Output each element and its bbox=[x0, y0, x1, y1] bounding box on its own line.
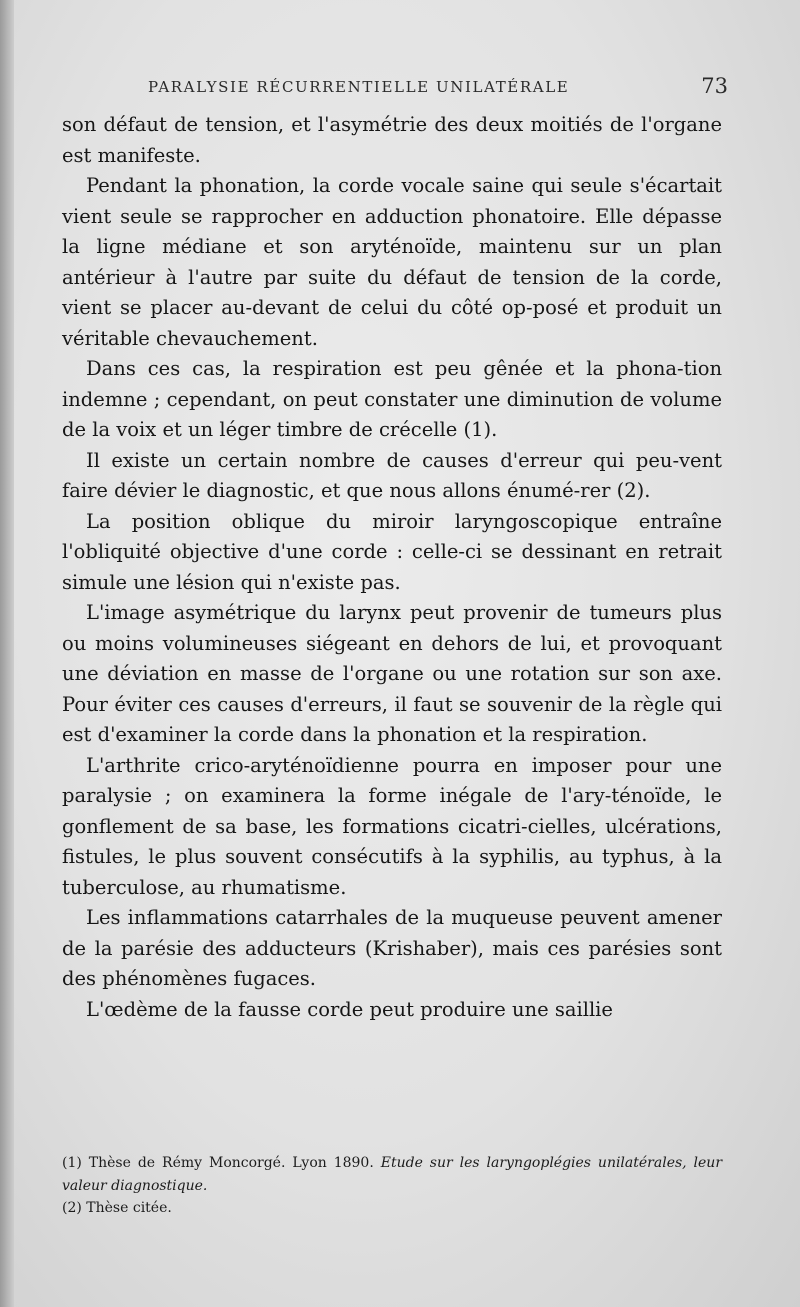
paragraph-phonation: Pendant la phonation, la corde vocale saine qui seule s'écartait vient seule se rapprocher en adduction phonatoire. Elle dépasse la ligne médiane et son aryténoïde, maintenu sur un plan antérieur à l'autre par suite du défaut de tension de la corde, vient se placer au-devant de celui du côté op-posé et produit un véritable chevauchement. bbox=[62, 174, 722, 350]
paragraph-arthrite: L'arthrite crico-aryténoïdienne pourra en imposer pour une paralysie ; on examinera la forme inégale de l'ary-ténoïde, le gonflement de sa base, les formations cicatri-cielles, ulcérations, fistules, le plus souvent consécutifs à la syphilis, au typhus, à la tuberculose, au rhumatisme. bbox=[62, 753, 722, 899]
page-gutter-shadow bbox=[0, 0, 14, 1307]
paragraph-causes-erreur: Il existe un certain nombre de causes d'erreur qui peu-vent faire dévier le diagnostic, et que nous allons énumé-rer (2). bbox=[62, 448, 722, 502]
paragraph-inflammations: Les inflammations catarrhales de la muqueuse peuvent amener de la parésie des adducteurs (Krishaber), mais ces parésies sont des phénomènes fugaces. bbox=[62, 906, 722, 990]
paragraph-oedeme: L'œdème de la fausse corde peut produire une saillie bbox=[86, 997, 613, 1021]
page-number: 73 bbox=[701, 74, 728, 98]
footnote-2-text: Thèse citée. bbox=[86, 1200, 172, 1216]
footnote-1-text: Thèse de Rémy Moncorgé. Lyon 1890. bbox=[88, 1155, 374, 1171]
footnote-1-title: Etude sur les laryngoplégies unilatérales, leur valeur diagnostique. bbox=[62, 1155, 723, 1194]
footnotes bbox=[62, 1152, 722, 1220]
paragraph-miroir: La position oblique du miroir laryngoscopique entraîne l'obliquité objective d'une corde : celle-ci se dessinant en retrait simule une lésion qui n'existe pas. bbox=[62, 509, 722, 594]
page-header bbox=[62, 76, 728, 100]
paragraph-continued: son défaut de tension, et l'asymétrie des deux moitiés de l'organe est manifeste. bbox=[62, 113, 722, 167]
body-text bbox=[62, 110, 722, 1025]
footnote-1 bbox=[62, 1152, 722, 1197]
paragraph-respiration: Dans ces cas, la respiration est peu gênée et la phona-tion indemne ; cependant, on peut constater une diminution de volume de la voix et un léger timbre de crécelle (1). bbox=[62, 357, 722, 441]
paragraph-image-asymetrique: L'image asymétrique du larynx peut provenir de tumeurs plus ou moins volumineuses siégeant en dehors de lui, et provoquant une déviation en masse de l'organe ou une rotation sur son axe. Pour éviter ces causes d'erreurs, il faut se souvenir de la règle qui est d'examiner la corde dans la phonation et la respiration. bbox=[62, 601, 722, 746]
footnote-2 bbox=[62, 1197, 722, 1220]
footnote-2-marker: (2) bbox=[62, 1200, 82, 1216]
running-head: PARALYSIE RÉCURRENTIELLE UNILATÉRALE bbox=[148, 78, 570, 96]
footnote-1-marker: (1) bbox=[62, 1155, 82, 1171]
